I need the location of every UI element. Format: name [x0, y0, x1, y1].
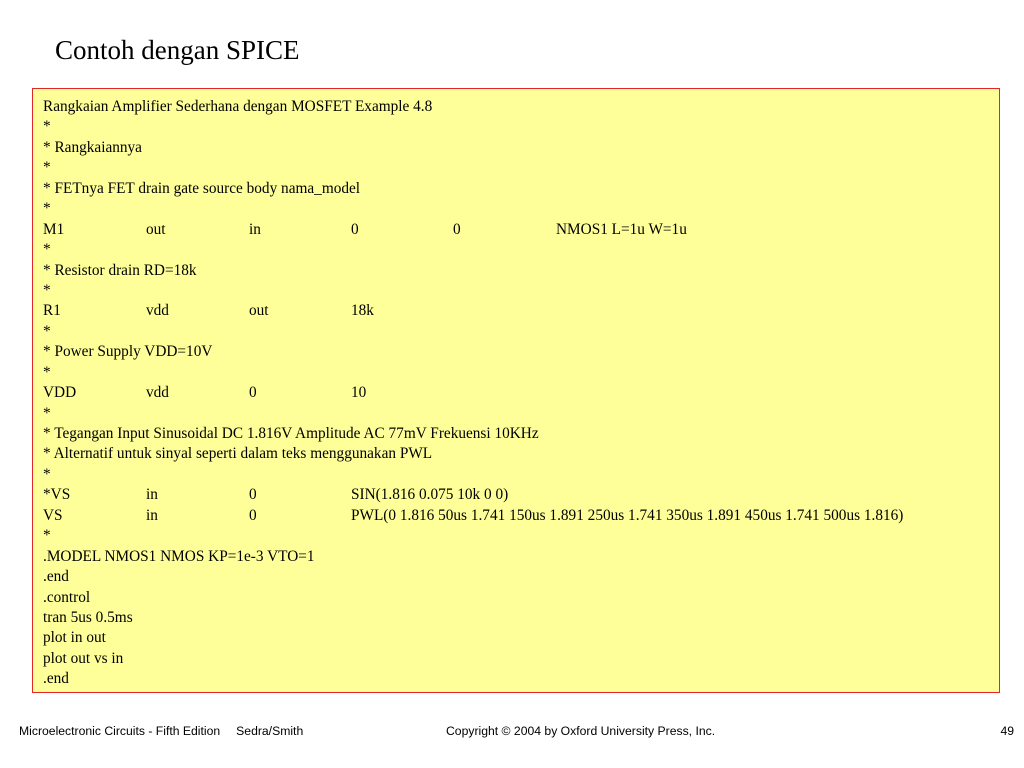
code-line: * [43, 527, 51, 545]
code-line: * FETnya FET drain gate source body nama_model [43, 179, 361, 197]
code-cell: NMOS1 L=1u W=1u [556, 220, 687, 238]
code-line: Rangkaian Amplifier Sederhana dengan MOSFET Example 4.8 [43, 98, 433, 115]
code-cell: vdd [146, 384, 169, 402]
code-line: plot in out [43, 629, 106, 647]
code-line [43, 485, 999, 505]
code-line: tran 5us 0.5ms [43, 608, 133, 626]
code-line: plot out vs in [43, 649, 124, 667]
code-cell: 0 [249, 486, 257, 504]
footer-left [19, 723, 303, 739]
code-cell: M1 [43, 220, 65, 238]
code-cell: out [146, 220, 166, 238]
code-line: * [43, 118, 51, 136]
code-cell: SIN(1.816 0.075 10k 0 0) [351, 486, 509, 504]
code-cell: 0 [351, 220, 359, 238]
code-line: * [43, 322, 51, 340]
code-cell: VS [43, 506, 63, 524]
code-line [43, 220, 999, 240]
code-line: * [43, 465, 51, 483]
code-cell: 18k [351, 302, 374, 320]
code-cell: 0 [249, 384, 257, 402]
code-line: .MODEL NMOS1 NMOS KP=1e-3 VTO=1 [43, 547, 315, 565]
code-line: * [43, 241, 51, 259]
code-line: * [43, 363, 51, 381]
code-cell: 0 [249, 506, 257, 524]
code-line: .end [43, 568, 69, 586]
spice-netlist-box [32, 88, 1000, 693]
code-cell: VDD [43, 384, 77, 402]
code-line: * Tegangan Input Sinusoidal DC 1.816V Amplitude AC 77mV Frekuensi 10KHz [43, 425, 539, 442]
code-line: * Rangkaiannya [43, 138, 142, 156]
code-line: * Power Supply VDD=10V [43, 343, 213, 361]
code-cell: in [146, 506, 158, 524]
code-line: * [43, 200, 51, 218]
code-line: * Resistor drain RD=18k [43, 261, 197, 279]
code-cell: R1 [43, 302, 61, 320]
code-line [43, 506, 999, 526]
code-line: * Alternatif untuk sinyal seperti dalam teks menggunakan PWL [43, 445, 433, 463]
code-line [43, 383, 999, 403]
footer-authors: Sedra/Smith [236, 724, 304, 738]
code-line: * [43, 159, 51, 177]
footer-page-number: 49 [1000, 724, 1014, 738]
code-cell: vdd [146, 302, 169, 320]
code-line [43, 301, 999, 321]
code-cell: PWL(0 1.816 50us 1.741 150us 1.891 250us 1.741 350us 1.891 450us 1.741 500us 1.816) [351, 506, 904, 524]
code-line: .end [43, 670, 69, 688]
code-cell: 10 [351, 384, 367, 402]
code-cell: in [249, 220, 261, 238]
footer-copyright: Copyright © 2004 by Oxford University Press, Inc. [446, 724, 716, 738]
code-line: * [43, 404, 51, 422]
code-line: * [43, 281, 51, 299]
code-cell: out [249, 302, 269, 320]
code-cell: 0 [453, 220, 461, 238]
code-cell: in [146, 486, 158, 504]
slide-title: Contoh dengan SPICE [55, 35, 300, 65]
code-line: .control [43, 588, 91, 606]
code-cell: *VS [43, 486, 71, 504]
footer-book-title: Microelectronic Circuits - Fifth Edition [19, 724, 221, 738]
